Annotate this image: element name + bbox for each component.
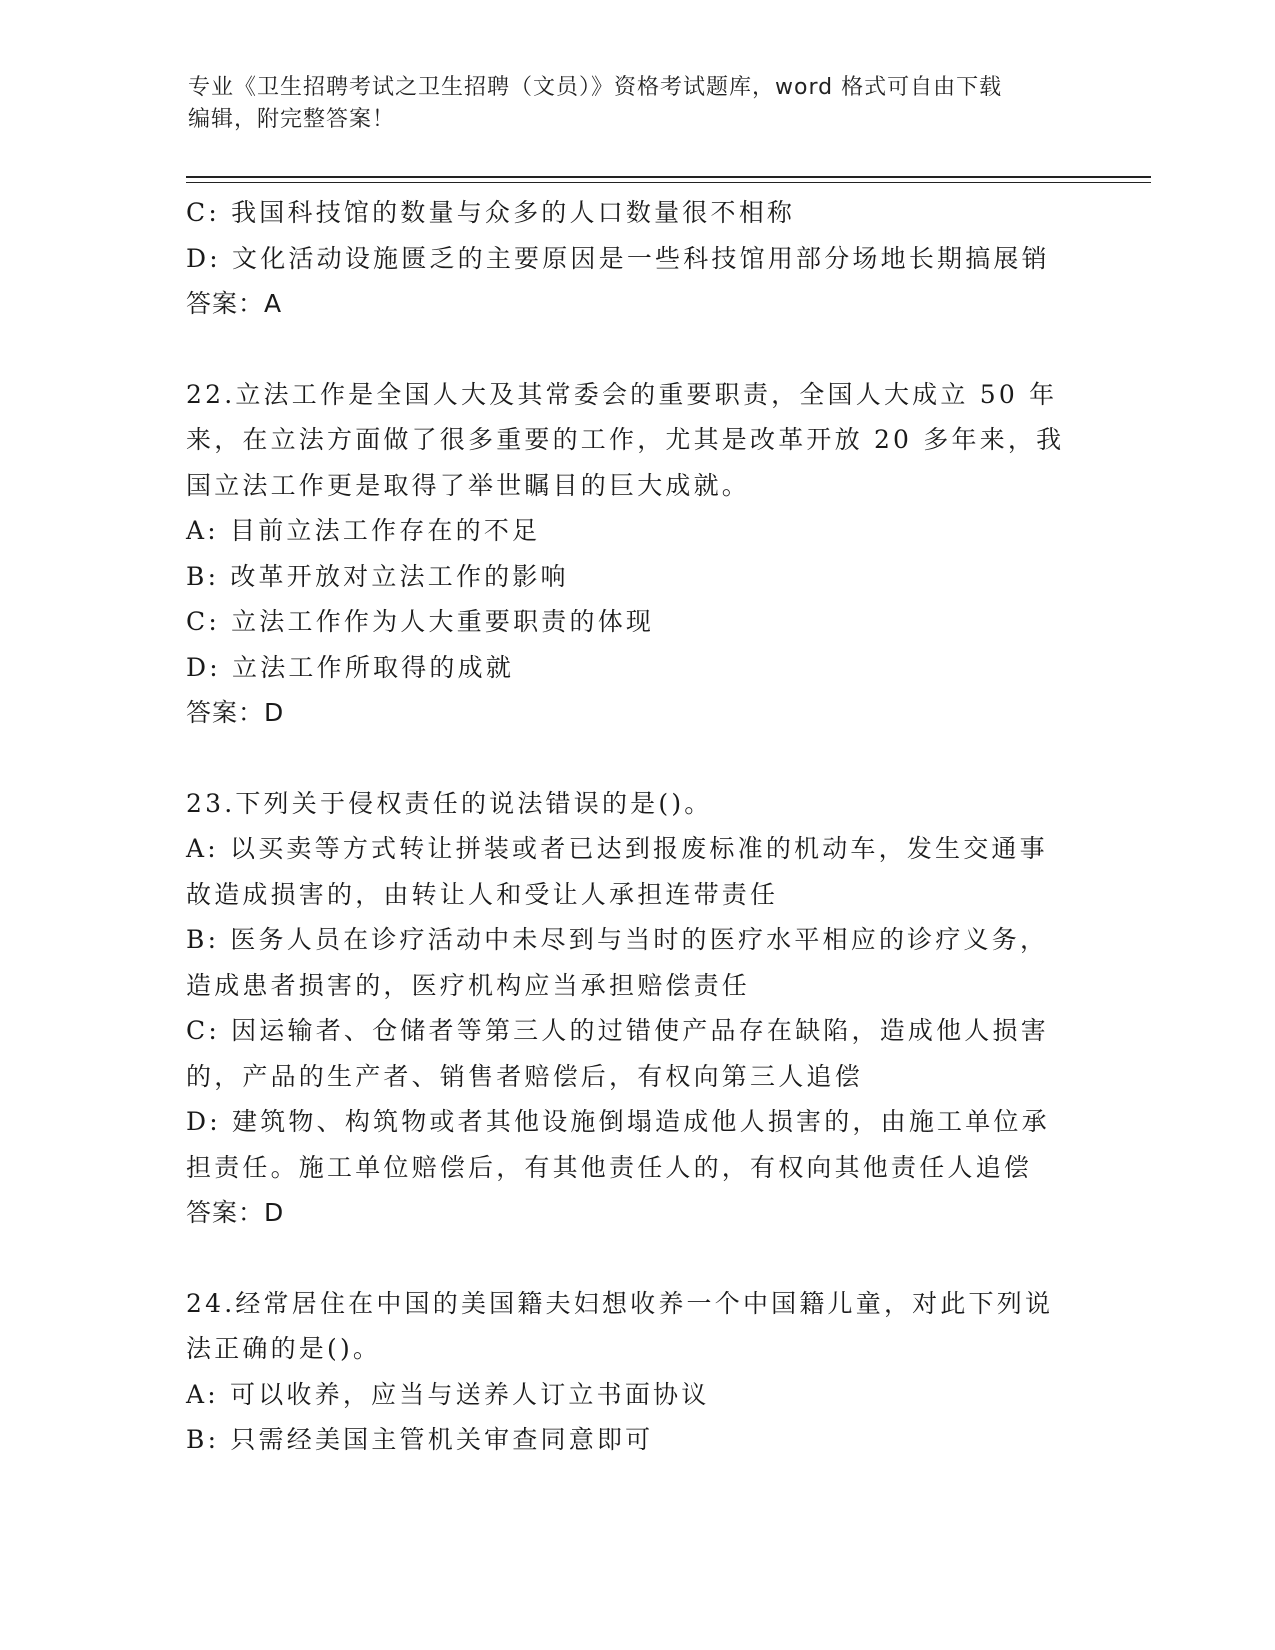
option-a: A: 以买卖等方式转让拼装或者已达到报废标准的机动车，发生交通事	[186, 834, 1048, 863]
header-line-1: 专业《卫生招聘考试之卫生招聘（文员）》资格考试题库，word 格式可自由下载	[188, 75, 1003, 100]
header-line-2: 编辑，附完整答案！	[188, 107, 396, 132]
spacer	[186, 327, 1086, 372]
option-b-cont: 造成患者损害的，医疗机构应当承担赔偿责任	[186, 970, 751, 1000]
question-content	[186, 190, 1086, 1463]
spacer	[186, 1236, 1086, 1281]
option-b: B: 医务人员在诊疗活动中未尽到与当时的医疗水平相应的诊疗义务，	[186, 925, 1049, 954]
option-d: D: 文化活动设施匮乏的主要原因是一些科技馆用部分场地长期搞展销	[186, 243, 1050, 273]
question-21-tail	[186, 190, 1086, 327]
option-c: C: 因运输者、仓储者等第三人的过错使产品存在缺陷，造成他人损害	[186, 1016, 1049, 1045]
question-stem-line: 法正确的是()。	[186, 1334, 382, 1363]
option-d-cont: 担责任。施工单位赔偿后，有其他责任人的，有权向其他责任人追偿	[186, 1152, 1033, 1182]
header-divider-thin	[186, 182, 1151, 183]
question-stem-line: 来，在立法方面做了很多重要的工作，尤其是改革开放 20 多年来，我	[186, 425, 1065, 454]
document-header	[188, 72, 1068, 136]
question-22	[186, 372, 1086, 736]
option-b: B: 改革开放对立法工作的影响	[186, 561, 569, 591]
header-divider-thick	[186, 176, 1151, 178]
question-stem-line: 23.下列关于侵权责任的说法错误的是()。	[186, 788, 713, 818]
option-b: B: 只需经美国主管机关审查同意即可	[186, 1425, 654, 1454]
question-stem-line: 国立法工作更是取得了举世瞩目的巨大成就。	[186, 470, 751, 500]
option-a: A: 可以收养，应当与送养人订立书面协议	[186, 1379, 710, 1409]
answer-line: 答案：D	[186, 1198, 285, 1227]
option-c-cont: 的，产品的生产者、销售者赔偿后，有权向第三人追偿	[186, 1061, 863, 1091]
question-stem-line: 22.立法工作是全国人大及其常委会的重要职责，全国人大成立 50 年	[186, 379, 1058, 409]
answer-line: 答案：D	[186, 698, 285, 727]
option-d: D: 立法工作所取得的成就	[186, 652, 515, 682]
spacer	[186, 736, 1086, 781]
answer-line: 答案：A	[186, 289, 283, 318]
question-24	[186, 1281, 1086, 1463]
option-d: D: 建筑物、构筑物或者其他设施倒塌造成他人损害的，由施工单位承	[186, 1107, 1050, 1136]
question-23	[186, 781, 1086, 1236]
option-a: A: 目前立法工作存在的不足	[186, 516, 541, 545]
option-c: C: 我国科技馆的数量与众多的人口数量很不相称	[186, 198, 796, 227]
question-stem-line: 24.经常居住在中国的美国籍夫妇想收养一个中国籍儿童，对此下列说	[186, 1288, 1054, 1318]
option-a-cont: 故造成损害的，由转让人和受让人承担连带责任	[186, 879, 779, 909]
option-c: C: 立法工作作为人大重要职责的体现	[186, 607, 655, 636]
